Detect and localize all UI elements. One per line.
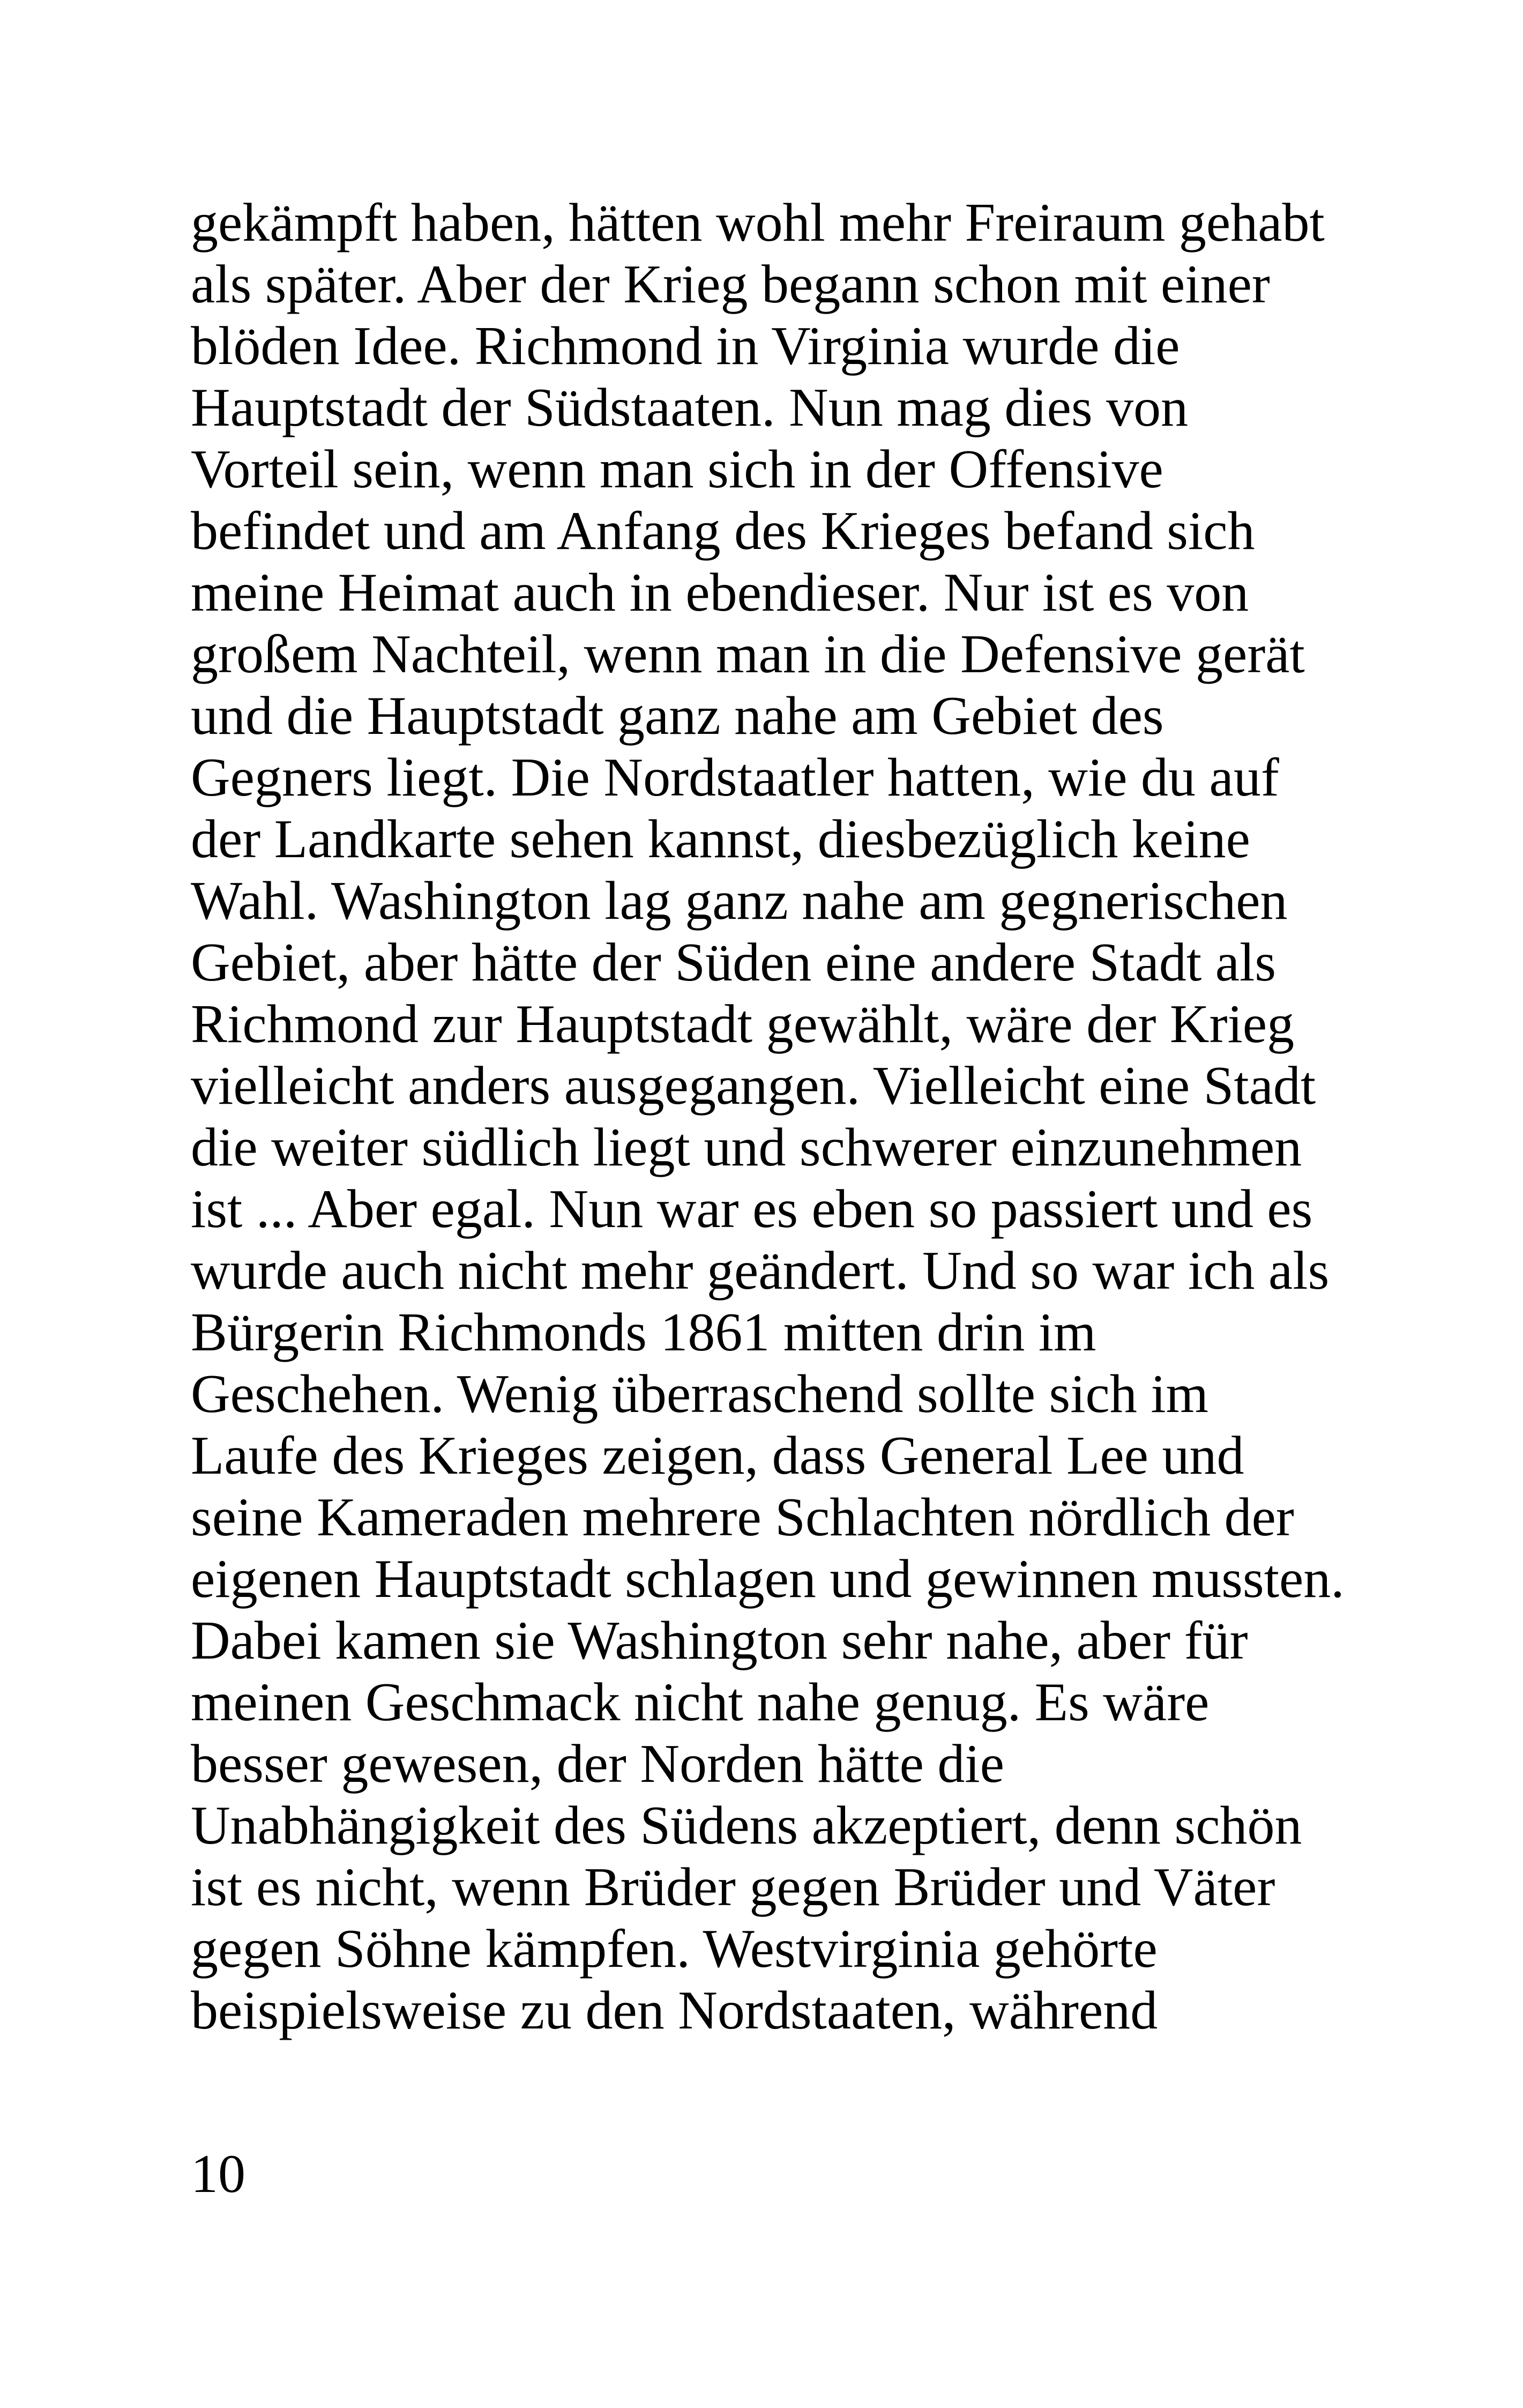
text-line-23: eigenen Hauptstadt schlagen und gewinnen mussten.: [191, 1549, 1345, 1609]
text-line-17: ist ... Aber egal. Nun war es eben so passiert und es: [191, 1179, 1313, 1239]
text-line-8: großem Nachteil, wenn man in die Defensive gerät: [191, 624, 1305, 685]
text-line-14: Richmond zur Hauptstadt gewählt, wäre der Krieg: [191, 994, 1295, 1054]
text-line-29: gegen Söhne kämpfen. Westvirginia gehörte: [191, 1919, 1158, 1979]
text-line-30: beispielsweise zu den Nordstaaten, während: [191, 1980, 1158, 2041]
text-line-25: meinen Geschmack nicht nahe genug. Es wäre: [191, 1672, 1210, 1733]
text-line-11: der Landkarte sehen kannst, diesbezüglich keine: [191, 809, 1250, 869]
text-line-27: Unabhängigkeit des Südens akzeptiert, denn schön: [191, 1795, 1302, 1856]
text-line-13: Gebiet, aber hätte der Süden eine andere Stadt als: [191, 932, 1276, 993]
body-text: [191, 192, 1345, 2041]
text-line-21: Laufe des Krieges zeigen, dass General Lee und: [191, 1425, 1244, 1486]
text-line-19: Bürgerin Richmonds 1861 mitten drin im: [191, 1302, 1096, 1363]
text-line-10: Gegners liegt. Die Nordstaatler hatten, wie du auf: [191, 747, 1279, 808]
text-line-2: als später. Aber der Krieg begann schon mit einer: [191, 254, 1270, 315]
text-line-28: ist es nicht, wenn Brüder gegen Brüder und Väter: [191, 1857, 1275, 1918]
text-line-5: Vorteil sein, wenn man sich in der Offensive: [191, 439, 1163, 500]
page-number: 10: [191, 2144, 245, 2204]
text-line-1: gekämpft haben, hätten wohl mehr Freiraum gehabt: [191, 192, 1325, 253]
text-line-20: Geschehen. Wenig überraschend sollte sich im: [191, 1364, 1209, 1424]
text-line-12: Wahl. Washington lag ganz nahe am gegnerischen: [191, 871, 1288, 931]
text-line-7: meine Heimat auch in ebendieser. Nur ist es von: [191, 562, 1249, 623]
text-line-22: seine Kameraden mehrere Schlachten nördlich der: [191, 1487, 1294, 1548]
text-line-6: befindet und am Anfang des Krieges befand sich: [191, 501, 1255, 561]
text-line-4: Hauptstadt der Südstaaten. Nun mag dies von: [191, 377, 1189, 438]
text-line-16: die weiter südlich liegt und schwerer einzunehmen: [191, 1117, 1302, 1178]
text-line-24: Dabei kamen sie Washington sehr nahe, aber für: [191, 1610, 1248, 1671]
text-line-18: wurde auch nicht mehr geändert. Und so war ich als: [191, 1240, 1330, 1301]
text-line-26: besser gewesen, der Norden hätte die: [191, 1734, 1005, 1794]
text-line-15: vielleicht anders ausgegangen. Vielleicht eine Stadt: [191, 1056, 1316, 1116]
text-line-9: und die Hauptstadt ganz nahe am Gebiet des: [191, 686, 1164, 746]
text-line-3: blöden Idee. Richmond in Virginia wurde die: [191, 316, 1180, 376]
